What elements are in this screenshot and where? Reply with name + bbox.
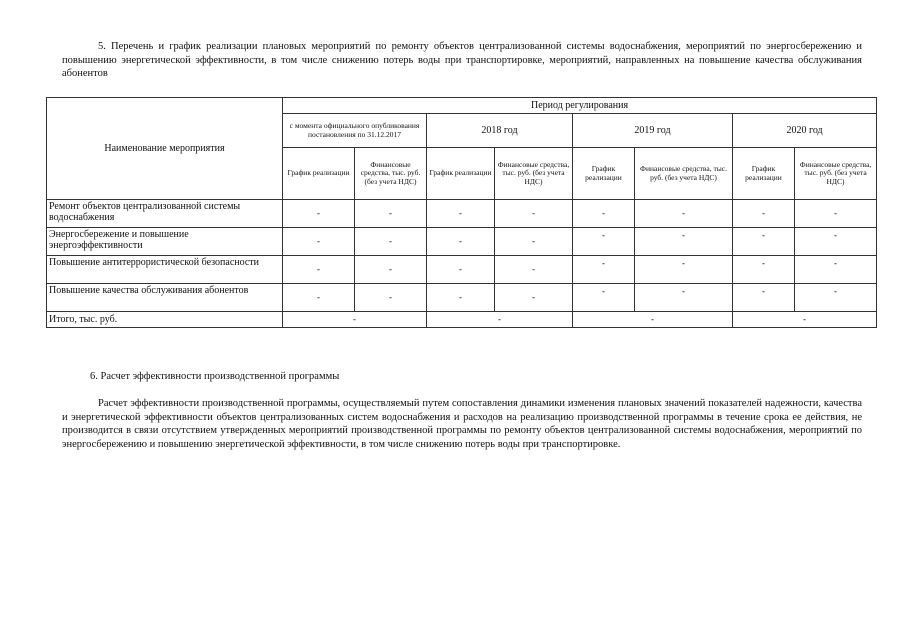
table-cell: - <box>427 200 495 228</box>
period-header-2020: 2020 год <box>733 114 877 148</box>
table-cell: - <box>635 256 733 284</box>
row-label: Повышение качества обслуживания абонентов <box>47 284 283 312</box>
table-cell: - <box>573 284 635 312</box>
table-row <box>47 200 877 228</box>
table-cell: - <box>283 284 355 312</box>
table-cell: - <box>495 200 573 228</box>
table-cell: - <box>283 200 355 228</box>
schedule-subheader: График реализации <box>427 148 495 200</box>
table-cell: - <box>355 228 427 256</box>
period-header-2018: 2018 год <box>427 114 573 148</box>
table-cell: - <box>283 228 355 256</box>
section-5-heading: 5. Перечень и график реализации плановых мероприятий по ремонту объектов централизованной системы водоснабжения, мероприятий по энергосбережению и повышению энергетической эффективности, в том числе снижению потерь воды при транспортировке, мероприятий, направленных на повышение качества обслуживания абонентов <box>62 41 862 79</box>
table-cell: - <box>427 284 495 312</box>
table-cell: - <box>495 284 573 312</box>
table-cell: - <box>283 256 355 284</box>
table-cell: - <box>795 284 877 312</box>
finance-subheader: Финансовые средства, тыс. руб. (без учета НДС) <box>495 148 573 200</box>
row-label: Ремонт объектов централизованной системы водоснабжения <box>47 200 283 228</box>
table-cell: - <box>635 284 733 312</box>
table-cell: - <box>573 228 635 256</box>
regulation-period-header: Период регулирования <box>283 98 877 114</box>
table-cell: - <box>355 200 427 228</box>
total-cell: - <box>427 312 573 328</box>
section-6-heading: 6. Расчет эффективности производственной программы <box>90 371 340 382</box>
table-cell: - <box>427 228 495 256</box>
table-cell: - <box>733 228 795 256</box>
total-cell: - <box>733 312 877 328</box>
table-row <box>47 228 877 256</box>
table-cell: - <box>427 256 495 284</box>
table-row <box>47 284 877 312</box>
table-cell: - <box>355 284 427 312</box>
finance-subheader: Финансовые средства, тыс. руб. (без учета НДС) <box>355 148 427 200</box>
total-label: Итого, тыс. руб. <box>47 312 283 328</box>
table-cell: - <box>573 200 635 228</box>
table-row <box>47 256 877 284</box>
activity-name-header: Наименование мероприятия <box>47 98 283 200</box>
schedule-subheader: График реализации <box>573 148 635 200</box>
section-6-paragraph: Расчет эффективности производственной программы, осуществляемый путем сопоставления динамики изменения плановых значений показателей надежности, качества и энергетической эффективности объектов централизованных систем водоснабжения и расходов на реализацию производственной программы в течение срока ее действия, не производится в связи отсутствием утвержденных мероприятий производственной программы по ремонту объектов централизованной системы водоснабжения, мероприятий по энергосбережению и повышению энергетической эффективности, в том числе снижению потерь воды при транспортировке. <box>62 398 862 450</box>
activities-schedule-table <box>46 97 877 328</box>
finance-subheader: Финансовые средства, тыс. руб. (без учета НДС) <box>795 148 877 200</box>
table-cell: - <box>733 284 795 312</box>
total-row <box>47 312 877 328</box>
table-cell: - <box>733 256 795 284</box>
row-label: Энергосбережение и повышение энергоэффективности <box>47 228 283 256</box>
table-cell: - <box>795 228 877 256</box>
period-header-2019: 2019 год <box>573 114 733 148</box>
row-label: Повышение антитеррористической безопасности <box>47 256 283 284</box>
table-cell: - <box>573 256 635 284</box>
schedule-subheader: График реализации <box>283 148 355 200</box>
table-cell: - <box>733 200 795 228</box>
table-cell: - <box>795 256 877 284</box>
finance-subheader: Финансовые средства, тыс. руб. (без учета НДС) <box>635 148 733 200</box>
table-cell: - <box>635 200 733 228</box>
table-cell: - <box>795 200 877 228</box>
table-cell: - <box>495 228 573 256</box>
total-cell: - <box>573 312 733 328</box>
table-cell: - <box>355 256 427 284</box>
schedule-subheader: График реализации <box>733 148 795 200</box>
total-cell: - <box>283 312 427 328</box>
period-header-initial: с момента официального опубликования постановления по 31.12.2017 <box>283 114 427 148</box>
table-cell: - <box>495 256 573 284</box>
table-cell: - <box>635 228 733 256</box>
